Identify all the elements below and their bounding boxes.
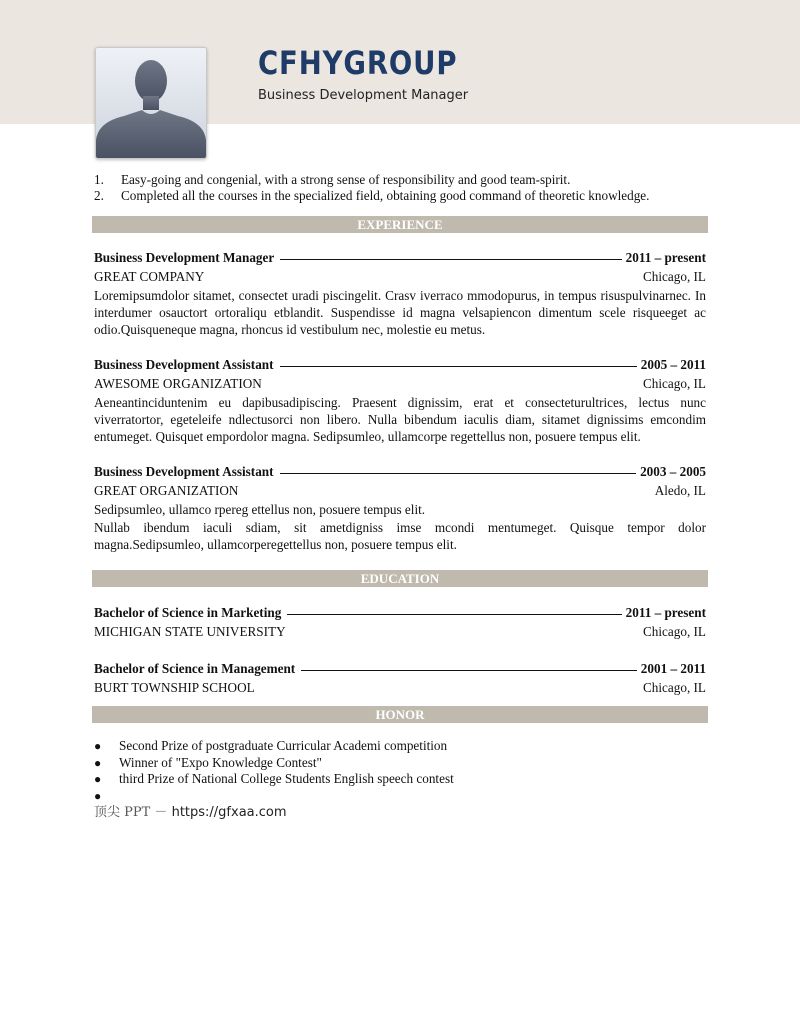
entry-organization: AWESOME ORGANIZATION <box>94 376 262 391</box>
section-header-experience: EXPERIENCE <box>92 216 708 233</box>
footer-url[interactable]: https://gfxaa.com <box>171 805 287 820</box>
footer-link[interactable] <box>94 804 706 822</box>
experience-entry <box>94 355 706 445</box>
entry-role: Business Development Manager <box>94 250 275 265</box>
summary-text: Completed all the courses in the specialized field, obtaining good command of theoretic knowledge. <box>121 188 650 203</box>
entry-rule <box>280 366 637 367</box>
entry-degree: Bachelor of Science in Marketing <box>94 605 282 620</box>
list-item <box>94 788 706 805</box>
resume-body <box>94 172 706 822</box>
entry-degree: Bachelor of Science in Management <box>94 661 296 676</box>
education-entry <box>94 659 706 697</box>
section-header-education: EDUCATION <box>92 570 708 587</box>
honor-text: Second Prize of postgraduate Curricular Academi competition <box>119 738 448 753</box>
entry-description: Sedipsumleo, ullamco rpereg ettellus non, posuere tempus elit. <box>94 502 426 517</box>
entry-description: Loremipsumdolor sitamet, consectet uradi piscingelit. Crasv iverraco mmodopurus, in tempus risuspulvinarnec. In interdumer osauctort ortoraliqu etblandit. Suspendisse id magna velsapiencon dimentum scele risqueeget ac odio.Quisqueneque magna, rhoncus id vestibulum nec, molestie eu metus. <box>94 288 706 337</box>
entry-rule <box>287 614 621 615</box>
entry-dates: 2011 – present <box>625 605 706 620</box>
entry-location: Chicago, IL <box>643 680 706 695</box>
education-entry <box>94 603 706 641</box>
bullet-icon: ● <box>94 755 102 770</box>
entry-rule <box>280 259 621 260</box>
bullet-icon: ● <box>94 788 102 803</box>
honor-text: third Prize of National College Students English speech contest <box>119 771 454 786</box>
entry-rule <box>301 670 637 671</box>
entry-organization: GREAT ORGANIZATION <box>94 483 239 498</box>
entry-description: Aeneantinciduntenim eu dapibusadipiscing. Praesent dignissim, erat et consecteturultrices, lectus nunc viverratortor, egeteleife ndlectusorci non libero. Nulla bibendum iaculis diam, sitamet dignissims emcondim entumeget. Quisquet empordolor magna. Sedipsumleo, ullamcorpe regettellus non, posuere tempus elit. <box>94 395 706 444</box>
entry-dates: 2001 – 2011 <box>640 661 706 676</box>
list-item <box>94 172 706 188</box>
list-item <box>94 738 706 755</box>
entry-location: Chicago, IL <box>643 376 706 391</box>
list-number: 2. <box>94 188 104 203</box>
entry-location: Aledo, IL <box>654 483 706 498</box>
experience-entry <box>94 248 706 338</box>
footer-label: 顶尖 PPT － <box>94 805 168 820</box>
avatar <box>95 47 207 159</box>
job-title: Business Development Manager <box>258 88 469 103</box>
candidate-name: CFHYGROUP <box>258 44 458 82</box>
bullet-icon: ● <box>94 739 102 753</box>
list-item <box>94 771 706 788</box>
entry-role: Business Development Assistant <box>94 464 274 479</box>
entry-dates: 2003 – 2005 <box>640 464 706 479</box>
entry-location: Chicago, IL <box>643 269 706 284</box>
summary-text: Easy-going and congenial, with a strong sense of responsibility and good team-spirit. <box>121 172 571 187</box>
honor-text: Winner of "Expo Knowledge Contest" <box>119 754 322 770</box>
entry-location: Chicago, IL <box>643 624 706 639</box>
section-header-honor: HONOR <box>92 706 708 723</box>
entry-description: Nullab ibendum iaculi sdiam, sit ametdigniss imse mcondi mentumeget. Quisque tempor dolor magna.Sedipsumleo, ullamcorperegettellus non, posuere tempus elit. <box>94 520 706 552</box>
entry-dates: 2011 – present <box>625 250 706 265</box>
entry-school: BURT TOWNSHIP SCHOOL <box>94 680 255 695</box>
list-item <box>94 755 706 772</box>
entry-rule <box>280 473 637 474</box>
entry-organization: GREAT COMPANY <box>94 269 205 284</box>
list-number: 1. <box>94 172 104 187</box>
experience-entry <box>94 462 706 553</box>
entry-role: Business Development Assistant <box>94 357 274 372</box>
entry-dates: 2005 – 2011 <box>640 357 706 372</box>
list-item <box>94 188 706 204</box>
honors-list <box>94 738 706 804</box>
entry-school: MICHIGAN STATE UNIVERSITY <box>94 624 286 639</box>
user-silhouette-icon <box>96 48 206 158</box>
bullet-icon: ● <box>94 772 102 786</box>
summary-list <box>94 172 706 204</box>
